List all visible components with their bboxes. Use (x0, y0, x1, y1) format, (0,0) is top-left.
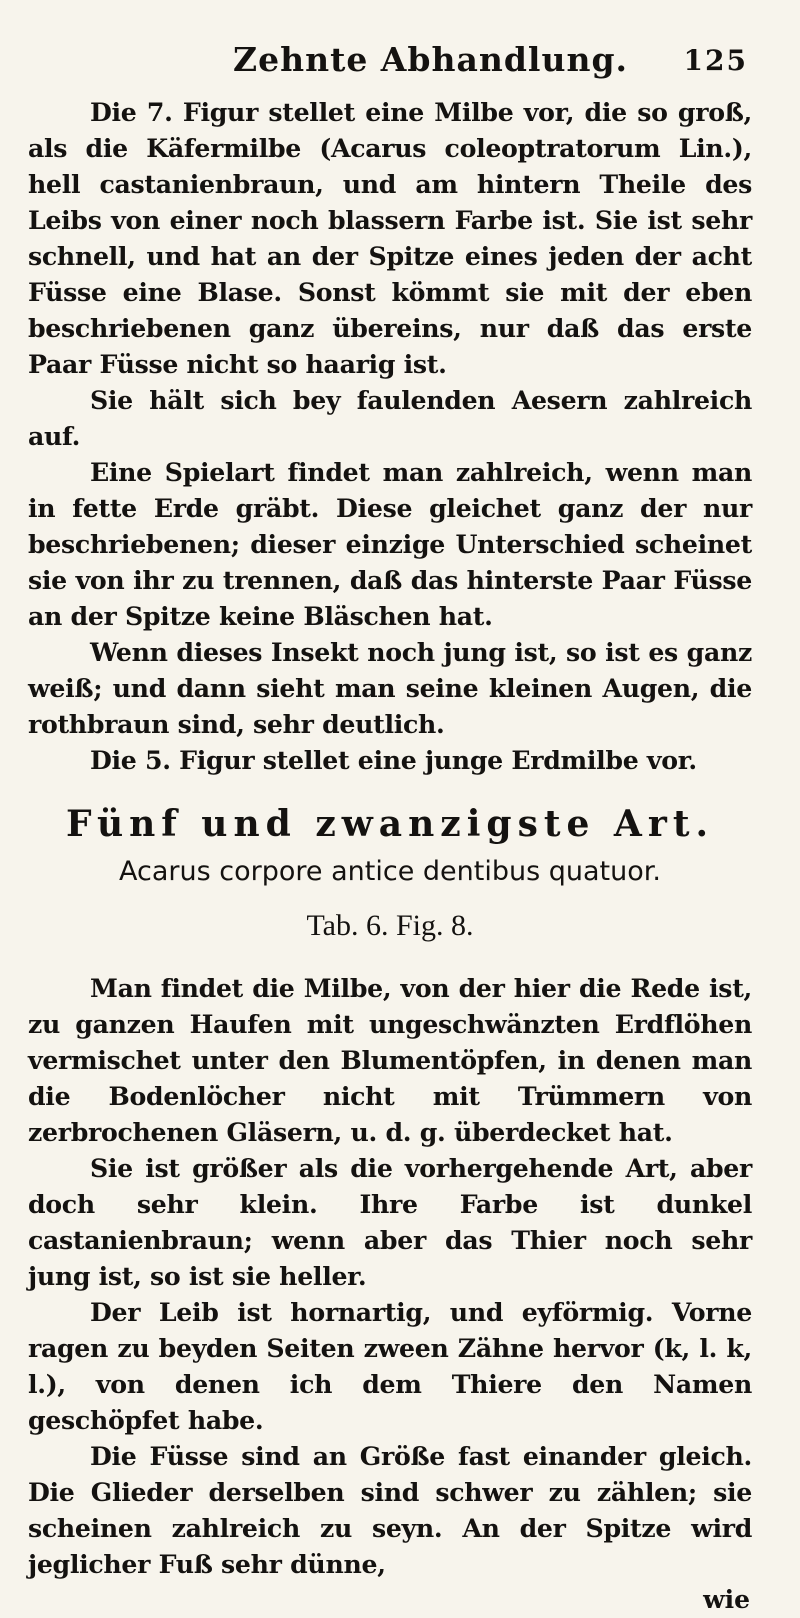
paragraph: Der Leib ist hornartig, und eyförmig. Vorne ragen zu beyden Seiten zween Zähne hervor (k, l. k, l.), von denen ich dem Thiere den Namen geschöpfet habe. (28, 1297, 752, 1435)
paragraph: Wenn dieses Insekt noch jung ist, so ist es ganz weiß; und dann sieht man seine kleinen Augen, die rothbraun sind, sehr deutlich. (28, 637, 752, 739)
paragraph: Sie ist größer als die vorhergehende Art, aber doch sehr klein. Ihre Farbe ist dunkel castanienbraun; wenn aber das Thier noch sehr jung ist, so ist sie heller. (28, 1153, 752, 1291)
paragraph: Die 5. Figur stellet eine junge Erdmilbe vor. (90, 745, 697, 775)
paragraph: Sie hält sich bey faulenden Aesern zahlreich auf. (28, 385, 752, 451)
catchword: wie (703, 1585, 750, 1614)
body-text-top (28, 94, 752, 778)
body-text-bottom (28, 970, 752, 1582)
plate-reference: Tab. 6. Fig. 8. (306, 909, 474, 942)
running-head (28, 34, 752, 94)
species-latin-name: Acarus corpore antice dentibus quatuor. (119, 856, 661, 887)
page-number: 125 (683, 44, 748, 77)
section-title: Fünf und zwanzigste Art. (66, 803, 714, 845)
paragraph: Die Füsse sind an Größe fast einander gleich. Die Glieder derselben sind schwer zu zählen; sie scheinen zahlreich zu seyn. An der Spitze wird jeglicher Fuß sehr dünne, (28, 1441, 752, 1579)
running-title: Zehnte Abhandlung. (233, 40, 629, 79)
paragraph: Die 7. Figur stellet eine Milbe vor, die so groß, als die Käfermilbe (Acarus coleoptratorum Lin.), hell castanienbraun, und am hintern Theile des Leibs von einer noch blassern Farbe ist. Sie ist sehr schnell, und hat an der Spitze eines jeden der acht Füsse eine Blase. Sonst kömmt sie mit der eben beschriebenen ganz übereins, nur daß das erste Paar Füsse nicht so haarig ist. (28, 97, 752, 379)
paragraph: Man findet die Milbe, von der hier die Rede ist, zu ganzen Haufen mit ungeschwänzten Erdflöhen vermischet unter den Blumentöpfen, in denen man die Bodenlöcher nicht mit Trümmern von zerbrochenen Gläsern, u. d. g. überdecket hat. (28, 973, 752, 1147)
paragraph: Eine Spielart findet man zahlreich, wenn man in fette Erde gräbt. Diese gleichet ganz der nur beschriebenen; dieser einzige Unterschied scheinet sie von ihr zu trennen, daß das hinterste Paar Füsse an der Spitze keine Bläschen hat. (28, 457, 752, 631)
